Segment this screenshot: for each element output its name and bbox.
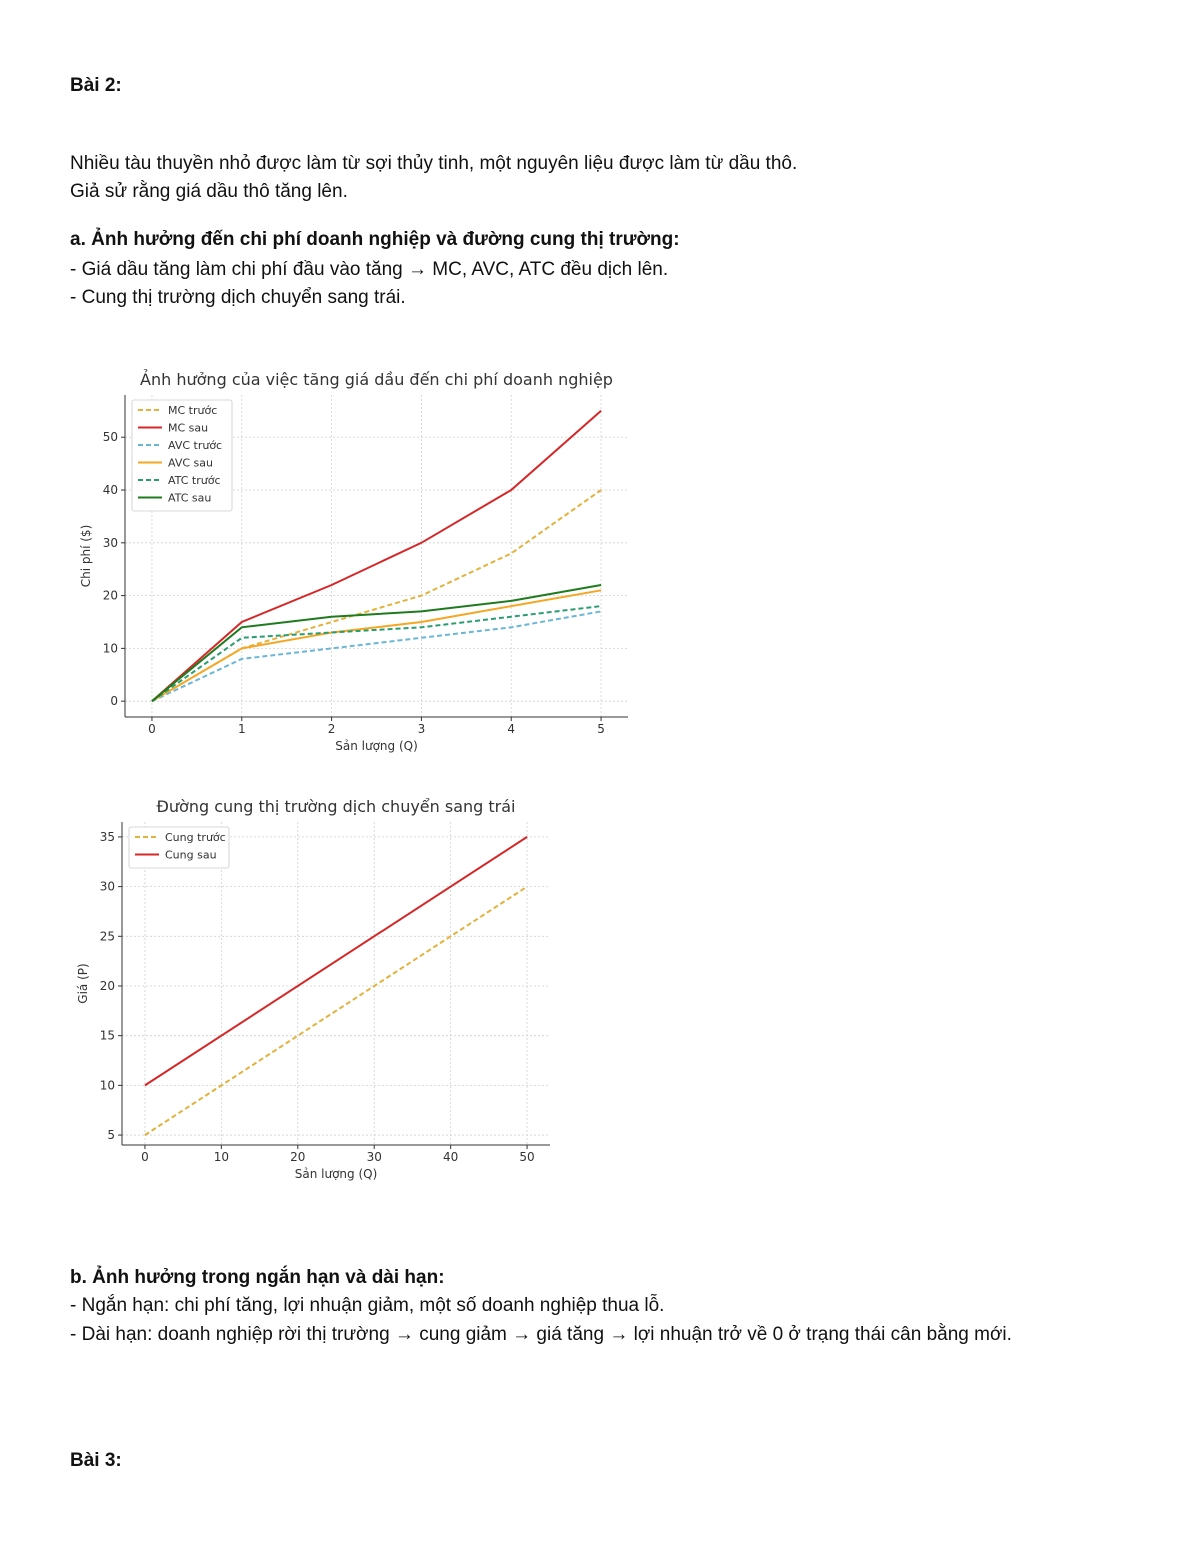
y-tick-label: 20 (102, 588, 118, 603)
x-tick-label: 4 (507, 722, 516, 736)
legend-label: ATC sau (168, 491, 212, 505)
legend-label: Cung sau (165, 848, 217, 862)
x-tick-label: 20 (290, 1150, 306, 1164)
chart-title: Ảnh hưởng của việc tăng giá dầu đến chi phí doanh nghiệp (140, 370, 613, 389)
y-tick-label: 35 (99, 829, 115, 844)
y-tick-label: 10 (99, 1078, 115, 1093)
y-tick-label: 25 (99, 929, 115, 944)
y-tick-label: 5 (107, 1128, 115, 1143)
cost-chart (70, 365, 645, 760)
heading-bai-3: Bài 3: (70, 1450, 122, 1471)
x-tick-label: 0 (141, 1150, 149, 1164)
series-line (152, 606, 601, 701)
legend-label: AVC sau (168, 456, 213, 470)
chart-title: Đường cung thị trường dịch chuyển sang trái (156, 797, 516, 816)
y-tick-label: 10 (102, 641, 118, 656)
series-line (152, 611, 601, 701)
legend-label: AVC trước (168, 439, 223, 452)
y-tick-label: 50 (102, 430, 118, 445)
x-tick-label: 0 (148, 722, 156, 736)
intro-line-2: Giả sử rằng giá dầu thô tăng lên. (70, 181, 348, 202)
legend-label: MC sau (168, 421, 209, 435)
y-tick-label: 30 (99, 879, 115, 894)
section-a-title: a. Ảnh hưởng đến chi phí doanh nghiệp và đường cung thị trường: (70, 229, 680, 250)
y-tick-label: 0 (110, 694, 118, 709)
x-tick-label: 3 (417, 722, 426, 736)
x-axis-label: Sản lượng (Q) (335, 739, 418, 753)
x-tick-label: 50 (519, 1150, 535, 1164)
y-tick-label: 30 (102, 535, 118, 550)
x-tick-label: 30 (366, 1150, 382, 1164)
section-a-bullet-1: - Giá dầu tăng làm chi phí đầu vào tăng → MC, AVC, ATC đều dịch lên. (70, 259, 669, 280)
legend-label: ATC trước (168, 474, 221, 487)
x-tick-label: 10 (213, 1150, 229, 1164)
intro-line-1: Nhiều tàu thuyền nhỏ được làm từ sợi thủy tinh, một nguyên liệu được làm từ dầu thô. (70, 153, 798, 174)
series-line (145, 887, 527, 1136)
section-b-bullet-2: - Dài hạn: doanh nghiệp rời thị trường → cung giảm → giá tăng → lợi nhuận trở về 0 ở trạng thái cân bằng mới. (70, 1324, 1012, 1345)
section-a-bullet-2: - Cung thị trường dịch chuyển sang trái. (70, 287, 406, 308)
y-tick-label: 15 (99, 1028, 115, 1043)
x-axis-label: Sản lượng (Q) (294, 1167, 378, 1181)
legend-label: MC trước (168, 404, 218, 417)
y-tick-label: 40 (102, 483, 118, 498)
heading-bai-2: Bài 2: (70, 75, 122, 96)
x-tick-label: 5 (597, 722, 605, 736)
y-axis-label: Giá (P) (76, 963, 90, 1004)
y-axis-label: Chi phí ($) (79, 524, 93, 588)
supply-chart (70, 790, 570, 1190)
section-b-title: b. Ảnh hưởng trong ngắn hạn và dài hạn: (70, 1267, 445, 1288)
y-tick-label: 20 (99, 978, 115, 993)
section-b-bullet-1: - Ngắn hạn: chi phí tăng, lợi nhuận giảm, một số doanh nghiệp thua lỗ. (70, 1295, 665, 1316)
x-tick-label: 1 (237, 722, 246, 736)
x-tick-label: 40 (443, 1150, 459, 1164)
series-line (145, 837, 527, 1086)
x-tick-label: 2 (327, 722, 336, 736)
legend-label: Cung trước (165, 831, 226, 844)
